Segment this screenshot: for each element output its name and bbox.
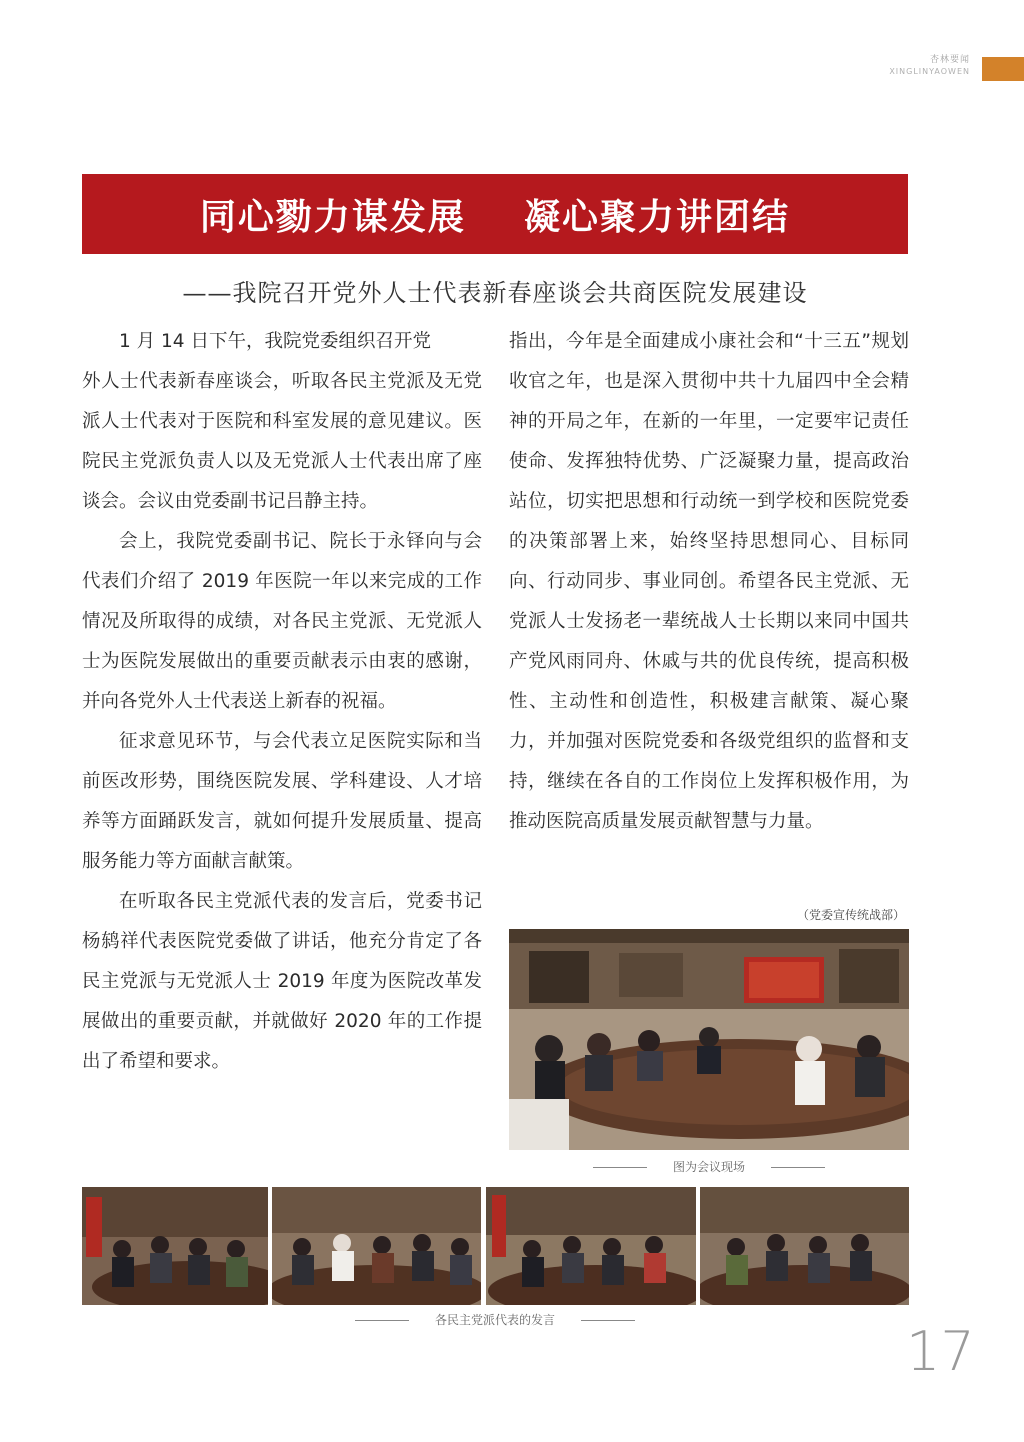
caption-rule-left bbox=[593, 1167, 647, 1168]
section-name-en: XINGLINYAOWEN bbox=[889, 67, 970, 76]
speaker-photo-1 bbox=[82, 1187, 268, 1305]
main-photo-caption bbox=[509, 1158, 909, 1176]
page-header-label bbox=[889, 54, 970, 77]
caption-rule-right bbox=[581, 1320, 635, 1321]
meeting-photo-main bbox=[509, 929, 909, 1150]
bottom-photos-caption bbox=[82, 1311, 908, 1329]
page-number: 17 bbox=[906, 1320, 975, 1383]
article-subtitle: ——我院召开党外人士代表新春座谈会共商医院发展建设 bbox=[182, 279, 808, 307]
speaker-photo-3 bbox=[486, 1187, 696, 1305]
paragraph-4: 在听取各民主党派代表的发言后，党委书记杨鸫祥代表医院党委做了讲话，他充分肯定了各民主党派与无党派人士 2019 年度为医院改革发展做出的重要贡献，并就做好 2020 年的工作提出了希望和要求。 bbox=[82, 891, 482, 1072]
title-banner bbox=[82, 174, 908, 254]
main-caption-text: 图为会议现场 bbox=[672, 1160, 745, 1174]
speaker-photo-2 bbox=[272, 1187, 481, 1305]
caption-rule-right bbox=[771, 1167, 825, 1168]
paragraph-3: 征求意见环节，与会代表立足医院实际和当前医改形势，围绕医院发展、学科建设、人才培养等方面踊跃发言，就如何提升发展质量、提高服务能力等方面献言献策。 bbox=[82, 731, 482, 872]
speaker-photo-4 bbox=[700, 1187, 909, 1305]
paragraph-5: 指出，今年是全面建成小康社会和“十三五”规划收官之年，也是深入贯彻中共十九届四中全会精神的开局之年，在新的一年里，一定要牢记责任使命、发挥独特优势、广泛凝聚力量，提高政治站位，切实把思想和行动统一到学校和医院党委的决策部署上来，始终坚持思想同心、目标同向、行动同步、事业同创。希望各民主党派、无党派人士发扬老一辈统战人士长期以来同中国共产党风雨同舟、休戚与共的优良传统，提高积极性、主动性和创造性，积极建言献策、凝心聚力，并加强对医院党委和各级党组织的监督和支持，继续在各自的工作岗位上发挥积极作用，为推动医院高质量发展贡献智慧与力量。 bbox=[509, 331, 909, 832]
article-credit: （党委宣传统战部） bbox=[796, 908, 905, 922]
bottom-caption-text: 各民主党派代表的发言 bbox=[434, 1313, 555, 1327]
article-title: 同心勠力谋发展 凝心聚力讲团结 bbox=[199, 195, 791, 238]
caption-rule-left bbox=[355, 1320, 409, 1321]
left-column bbox=[82, 322, 482, 1082]
paragraph-2: 会上，我院党委副书记、院长于永铎向与会代表们介绍了 2019 年医院一年以来完成的工作情况及所取得的成绩，对各民主党派、无党派人士为医院发展做出的重要贡献表示由衷的感谢，并向各党外人士代表送上新春的祝福。 bbox=[82, 531, 482, 712]
right-column bbox=[509, 322, 909, 842]
header-accent-tab bbox=[982, 57, 1024, 81]
paragraph-1-line-1: 1 月 14 日下午，我院党委组织召开党 bbox=[119, 331, 431, 352]
section-name-cn: 杏林要闻 bbox=[929, 55, 970, 65]
paragraph-1-rest: 外人士代表新春座谈会，听取各民主党派及无党派人士代表对于医院和科室发展的意见建议。医院民主党派负责人以及无党派人士代表出席了座谈会。会议由党委副书记吕静主持。 bbox=[82, 371, 482, 512]
